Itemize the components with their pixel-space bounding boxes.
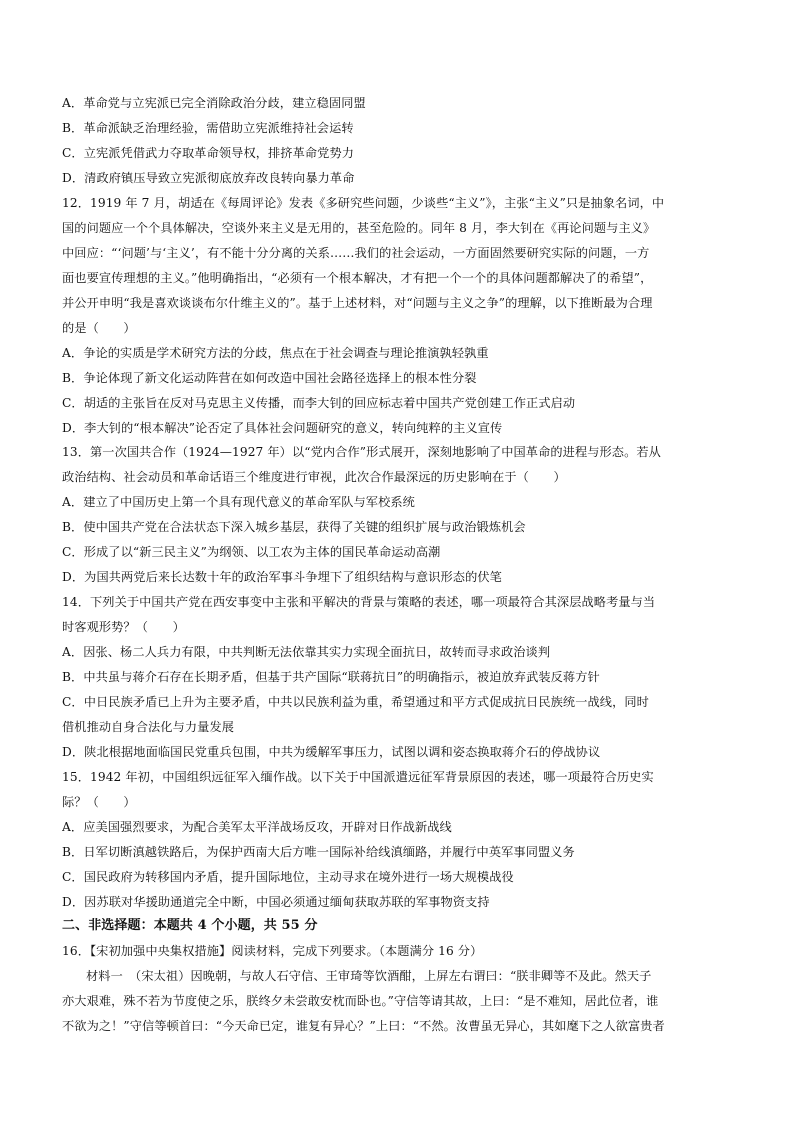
q11-option-c: C．立宪派凭借武力夺取革命领导权，排挤革命党势力 — [62, 146, 355, 160]
q14-option-c-line-1: C．中日民族矛盾已上升为主要矛盾，中共以民族利益为重，希望通过和平方式促成抗日民族统一战线，同时 — [62, 695, 649, 709]
q15-option-d: D．因苏联对华援助通道完全中断，中国必须通过缅甸获取苏联的军事物资支持 — [62, 895, 490, 909]
q12-stem-line-5: 并公开申明“我是喜欢谈谈布尔什维主义的”。基于上述材料，对“问题与主义之争”的理解，以下推断最为合理 — [62, 296, 653, 310]
section-two-heading: 二、非选择题：本题共 4 个小题，共 55 分 — [62, 918, 318, 933]
q13-option-c: C．形成了以“新三民主义”为纲领、以工农为主体的国民革命运动高潮 — [62, 545, 441, 559]
q12-stem-line-1: 12．1919 年 7 月，胡适在《每周评论》发表《多研究些问题，少谈些“主义”》，主张“主义”只是抽象名词，中 — [62, 196, 665, 210]
q12-option-b: B．争论体现了新文化运动阵营在如何改造中国社会路径选择上的根本性分裂 — [62, 371, 477, 385]
q16-material-1-line-3: 不欲为之！”守信等顿首曰：“今天命已定，谁复有异心？”上曰：“不然。汝曹虽无异心，其如麾下之人欲富贵者 — [62, 1019, 665, 1033]
q15-stem-line-2: 际？（ ） — [62, 795, 136, 809]
q13-stem-line-1: 13．第一次国共合作（1924—1927 年）以“党内合作”形式展开，深刻地影响了中国革命的进程与形态。若从 — [62, 445, 661, 459]
q12-stem-line-2: 国的问题应一个个具体解决，空谈外来主义是无用的，甚至危险的。同年 8 月，李大钊在《再论问题与主义》 — [62, 221, 656, 235]
q13-option-d: D．为国共两党后来长达数十年的政治军事斗争埋下了组织结构与意识形态的伏笔 — [62, 570, 502, 584]
q14-stem-line-1: 14．下列关于中国共产党在西安事变中主张和平解决的背景与策略的表述，哪一项最符合其深层战略考量与当 — [62, 595, 656, 609]
q11-option-b: B．革命派缺乏治理经验，需借助立宪派维持社会运转 — [62, 121, 354, 135]
q14-option-d: D．陕北根据地面临国民党重兵包围，中共为缓解军事压力，试图以调和姿态换取蒋介石的停战协议 — [62, 745, 601, 759]
q16-material-1-line-2: 亦大艰难，殊不若为节度使之乐，朕终夕未尝敢安枕而卧也。”守信等请其故，上曰：“是不难知，居此位者，谁 — [62, 994, 659, 1008]
q12-stem-line-4: 面也要宣传理想的主义。”他明确指出，“必须有一个根本解决，才有把一个一个的具体问题都解决了的希望”， — [62, 271, 653, 285]
q15-option-b: B．日军切断滇越铁路后，为保护西南大后方唯一国际补给线滇缅路，并履行中英军事同盟义务 — [62, 845, 575, 859]
q12-stem-line-6: 的是（ ） — [62, 321, 136, 335]
q12-stem-line-3: 中回应：“‘问题’与‘主义’，有不能十分分离的关系……我们的社会运动，一方面固然要研究实际的问题，一方 — [62, 246, 650, 260]
q12-option-a: A．争论的实质是学术研究方法的分歧，焦点在于社会调查与理论推演孰轻孰重 — [62, 346, 489, 360]
q12-option-d: D．李大钊的“根本解决”论否定了具体社会问题研究的意义，转向纯粹的主义宣传 — [62, 421, 503, 435]
q14-option-b: B．中共虽与蒋介石存在长期矛盾，但基于共产国际“联蒋抗日”的明确指示，被迫放弃武装反蒋方针 — [62, 670, 600, 684]
q11-option-d: D．清政府镇压导致立宪派彻底放弃改良转向暴力革命 — [62, 171, 355, 185]
q15-option-a: A．应美国强烈要求，为配合美军太平洋战场反攻，开辟对日作战新战线 — [62, 820, 452, 834]
q14-option-c-line-2: 借机推动自身合法化与力量发展 — [62, 720, 235, 734]
q14-option-a: A．因张、杨二人兵力有限，中共判断无法依靠其实力实现全面抗日，故转而寻求政治谈判 — [62, 645, 551, 659]
q13-stem-line-2: 政治结构、社会动员和革命话语三个维度进行审视，此次合作最深远的历史影响在于（ ） — [62, 470, 566, 484]
q15-stem-line-1: 15．1942 年初，中国组织远征军入缅作战。以下关于中国派遣远征军背景原因的表述，哪一项最符合历史实 — [62, 770, 654, 784]
q12-option-c: C．胡适的主张旨在反对马克思主义传播，而李大钊的回应标志着中国共产党创建工作正式启动 — [62, 396, 576, 410]
q11-option-a: A．革命党与立宪派已完全消除政治分歧，建立稳固同盟 — [62, 96, 366, 110]
q13-option-b: B．使中国共产党在合法状态下深入城乡基层，获得了关键的组织扩展与政治锻炼机会 — [62, 520, 526, 534]
q13-option-a: A．建立了中国历史上第一个具有现代意义的革命军队与军校系统 — [62, 495, 415, 509]
q16-material-1-line-1: 材料一 （宋太祖）因晚朝，与故人石守信、王审琦等饮酒酣，上屏左右谓曰：“朕非卿等不及此。然天子 — [86, 969, 652, 983]
q15-option-c: C．国民政府为转移国内矛盾，提升国际地位，主动寻求在境外进行一场大规模战役 — [62, 870, 514, 884]
q14-stem-line-2: 时客观形势？（ ） — [62, 620, 185, 634]
q16-title: 16．【宋初加强中央集权措施】阅读材料，完成下列要求。（本题满分 16 分） — [62, 944, 483, 958]
